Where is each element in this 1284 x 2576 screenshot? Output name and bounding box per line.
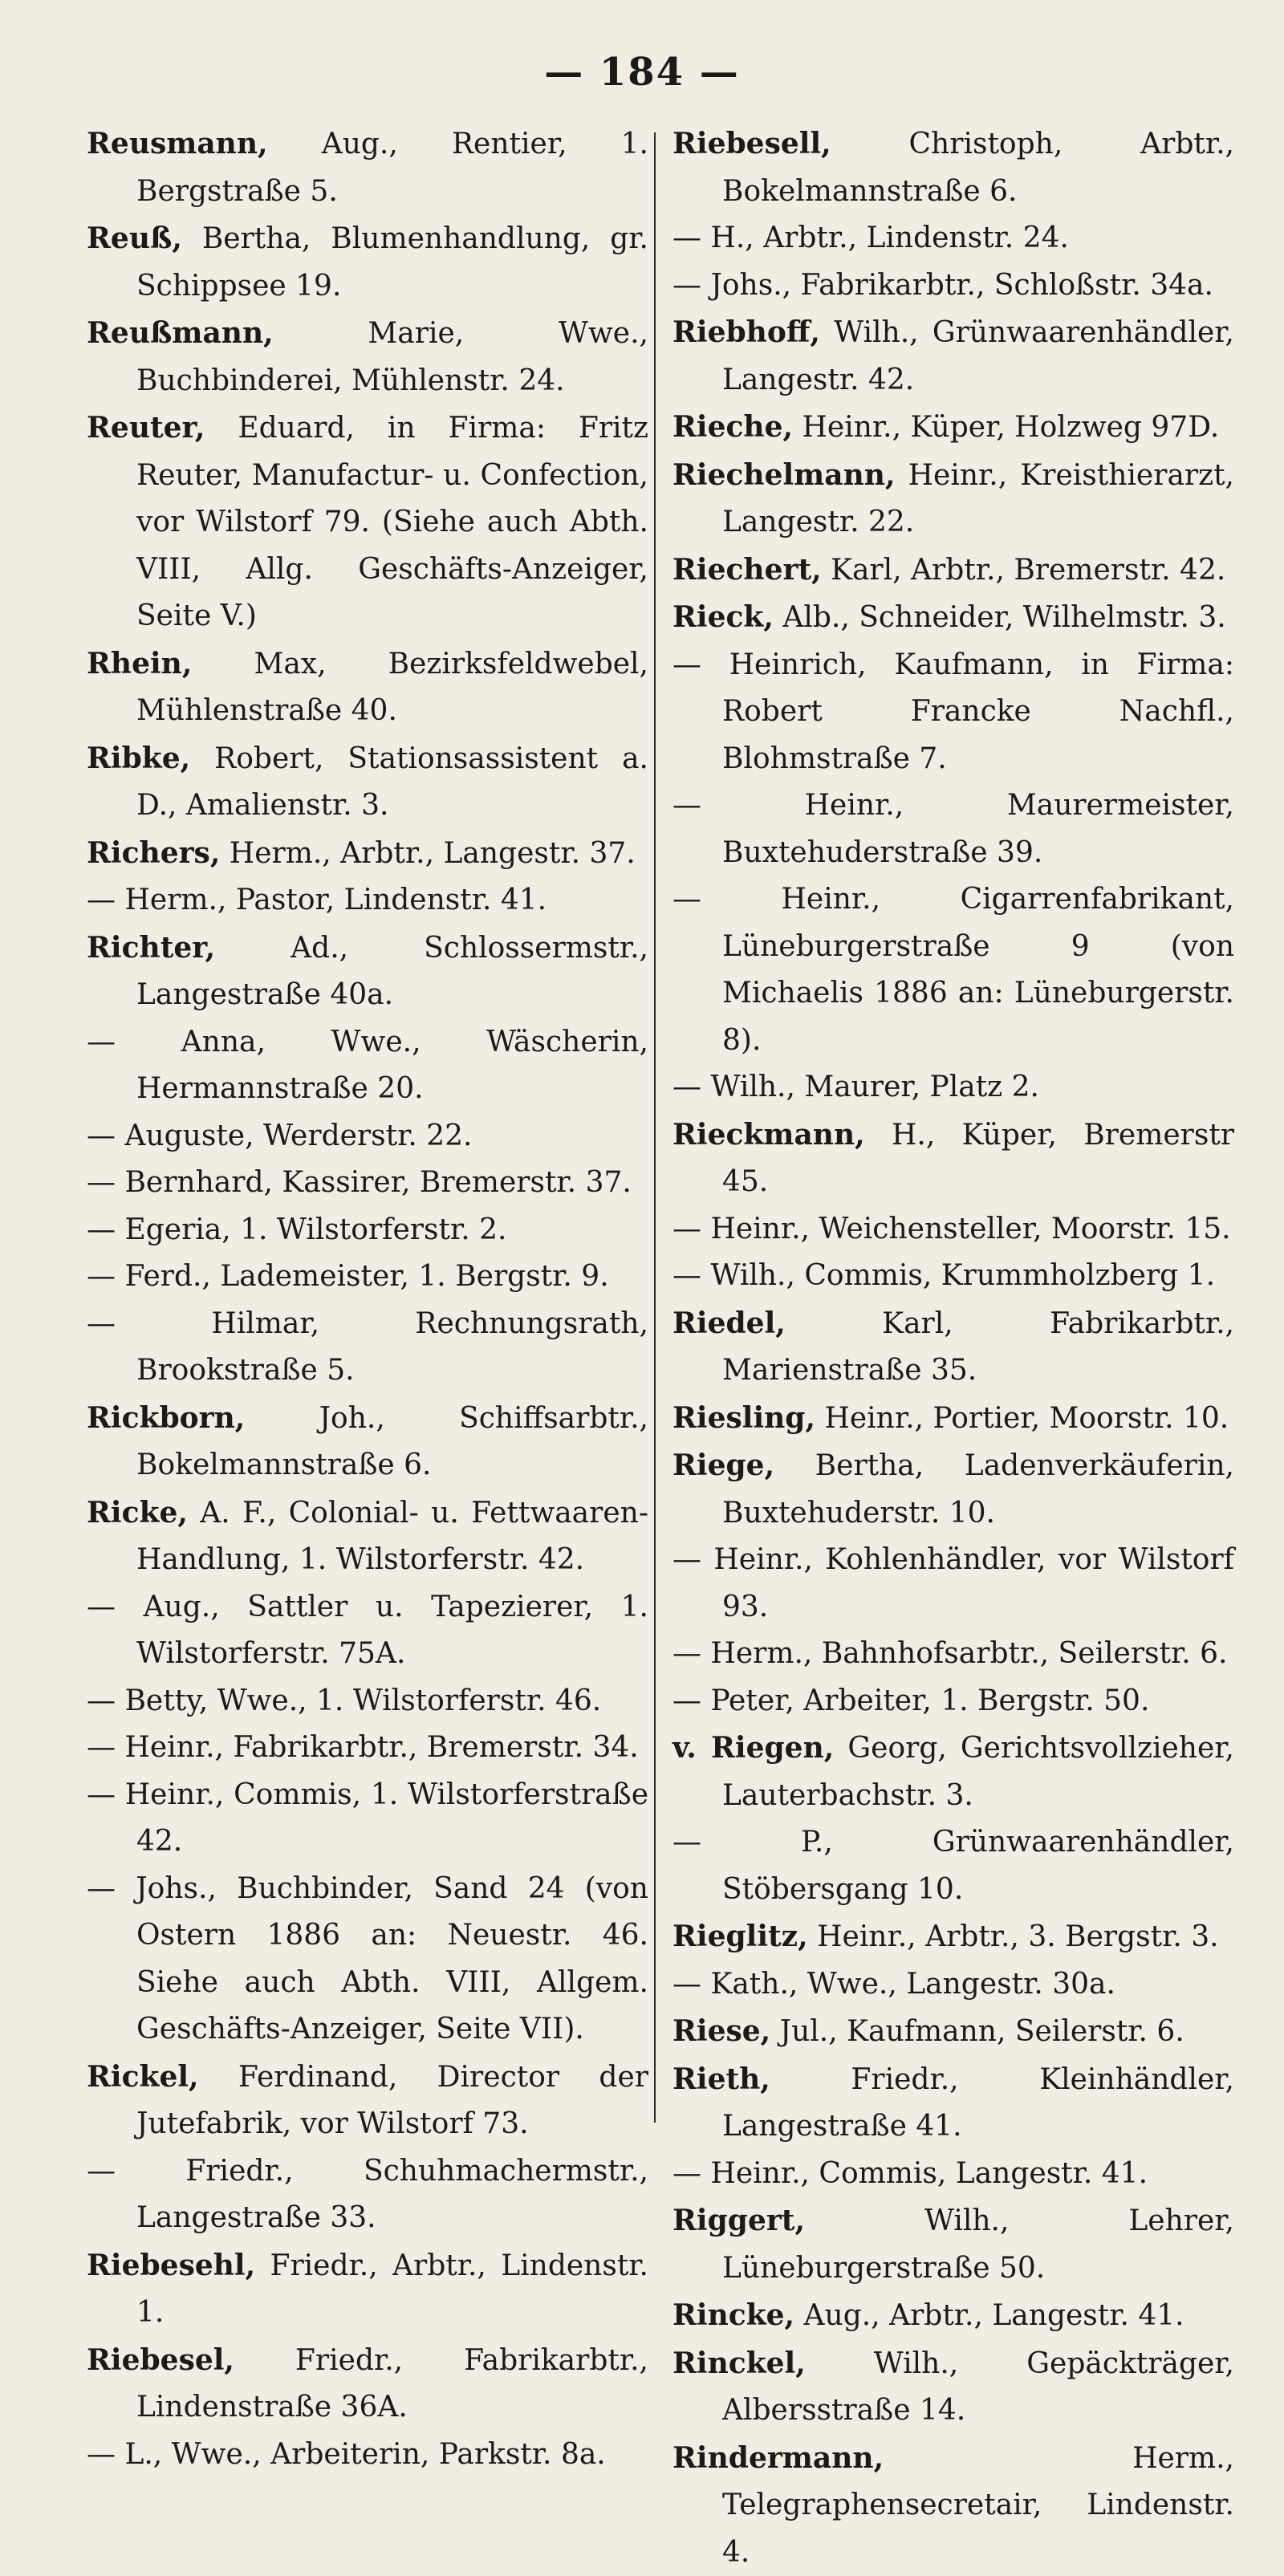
directory-entry — [87, 830, 648, 878]
entry-details: Joh., Schiffsarbtr., Bokelmannstraße 6. — [136, 1402, 648, 1482]
entry-details: — Wilh., Commis, Krummholzberg 1. — [672, 1259, 1215, 1292]
column-divider — [654, 132, 656, 2123]
directory-entry — [672, 546, 1234, 595]
directory-entry — [672, 2292, 1234, 2340]
entry-details: Heinr., Arbtr., 3. Bergstr. 3. — [808, 1920, 1219, 1953]
entry-surname: Riechelmann, — [672, 458, 895, 492]
entry-surname: Rickborn, — [87, 1401, 245, 1435]
directory-entry — [87, 877, 648, 924]
directory-entry — [672, 782, 1234, 876]
entry-surname: Rickel, — [87, 2060, 199, 2094]
left-column — [87, 120, 648, 2478]
entry-details: Georg, Gerichtsvollzieher, Lauterbachstr. 3. — [722, 1732, 1234, 1812]
directory-entry — [87, 1489, 648, 1584]
entry-surname: Rieck, — [672, 600, 774, 634]
entry-details: — Auguste, Werderstr. 22. — [87, 1119, 472, 1152]
entry-details: — Heinrich, Kaufmann, in Firma: Robert Francke Nachfl., Blohmstraße 7. — [672, 648, 1234, 775]
entry-details: — Bernhard, Kassirer, Bremerstr. 37. — [87, 1166, 632, 1199]
entry-surname: Reuter, — [87, 411, 205, 445]
entry-details: — L., Wwe., Arbeiterin, Parkstr. 8a. — [87, 2438, 606, 2471]
entry-surname: Ricke, — [87, 1496, 188, 1530]
directory-entry — [672, 1961, 1234, 2009]
entry-details: Christoph, Arbtr., Bokelmannstraße 6. — [722, 128, 1234, 208]
entry-surname: Riese, — [672, 2014, 770, 2048]
directory-entry — [672, 1300, 1234, 1395]
entry-surname: Rhein, — [87, 647, 192, 681]
directory-entry — [672, 2151, 1234, 2198]
directory-entry — [87, 2054, 648, 2148]
entry-details: — Heinr., Kohlenhändler, vor Wilstorf 93. — [672, 1543, 1234, 1623]
directory-entry — [672, 1631, 1234, 1678]
entry-surname: Riebesel, — [87, 2343, 234, 2377]
directory-entry — [672, 1111, 1234, 1206]
directory-entry — [87, 2337, 648, 2432]
directory-entry — [87, 215, 648, 310]
entry-details: Heinr., Küper, Holzweg 97D. — [793, 411, 1219, 444]
entry-details: H., Küper, Bremerstr 45. — [722, 1119, 1234, 1199]
entry-surname: Riebhoff, — [672, 315, 820, 349]
entry-surname: Rieglitz, — [672, 1920, 808, 1953]
entry-details: Bertha, Blumenhandlung, gr. Schippsee 19. — [136, 222, 648, 303]
directory-entry — [672, 1537, 1234, 1631]
entry-details: — Heinr., Fabrikarbtr., Bremerstr. 34. — [87, 1731, 639, 1764]
entry-details: — Aug., Sattler u. Tapezierer, 1. Wilstorferstr. 75A. — [87, 1591, 648, 1671]
directory-entry — [672, 2340, 1234, 2435]
page-number: — 184 — — [0, 50, 1284, 95]
entry-details: — Johs., Fabrikarbtr., Schloßstr. 34a. — [672, 269, 1213, 302]
entry-details: — Peter, Arbeiter, 1. Bergstr. 50. — [672, 1684, 1149, 1717]
entry-details: Alb., Schneider, Wilhelmstr. 3. — [774, 601, 1226, 634]
entry-details: Heinr., Portier, Moorstr. 10. — [815, 1402, 1229, 1435]
directory-entry — [87, 1019, 648, 1113]
entry-details: Eduard, in Firma: Fritz Reuter, Manufactur- u. Confection, vor Wilstorf 79. (Siehe auch Abth. VIII, Allg. Geschäfts-Anzeiger, Seite V.) — [136, 412, 648, 632]
entry-details: Aug., Arbtr., Langestr. 41. — [794, 2299, 1184, 2332]
entry-surname: Riechert, — [672, 553, 822, 587]
directory-entry — [87, 735, 648, 830]
directory-entry — [87, 1301, 648, 1395]
entry-details: Jul., Kaufmann, Seilerstr. 6. — [770, 2015, 1184, 2048]
directory-entry — [672, 215, 1234, 262]
directory-entry — [87, 1160, 648, 1207]
entry-details: Wilh., Gepäckträger, Albersstraße 14. — [722, 2347, 1234, 2428]
entry-details: Wilh., Lehrer, Lüneburgerstraße 50. — [722, 2204, 1234, 2285]
entry-surname: Ribke, — [87, 742, 190, 775]
right-column — [672, 120, 1234, 2576]
directory-entry — [672, 262, 1234, 310]
directory-entry — [87, 2148, 648, 2242]
entry-details: — Herm., Bahnhofsarbtr., Seilerstr. 6. — [672, 1637, 1227, 1670]
entry-details: A. F., Colonial- u. Fettwaaren-Handlung, 1. Wilstorferstr. 42. — [136, 1497, 648, 1577]
entry-details: — Hilmar, Rechnungsrath, Brookstraße 5. — [87, 1307, 648, 1388]
entry-details: Karl, Arbtr., Bremerstr. 42. — [822, 554, 1226, 587]
entry-details: Aug., Rentier, 1. Bergstraße 5. — [136, 128, 648, 208]
directory-entry — [672, 1819, 1234, 1913]
directory-entry — [672, 120, 1234, 215]
entry-details: Max, Bezirksfeldwebel, Mühlenstraße 40. — [136, 648, 648, 728]
entry-surname: Rieth, — [672, 2062, 770, 2096]
directory-entry — [87, 1866, 648, 2054]
entry-details: — Herm., Pastor, Lindenstr. 41. — [87, 884, 547, 916]
directory-entry — [672, 2056, 1234, 2151]
directory-entry — [672, 2435, 1234, 2576]
entry-surname: Riege, — [672, 1448, 774, 1482]
entry-surname: Riebesell, — [672, 127, 831, 160]
directory-entry — [87, 1584, 648, 1678]
entry-details: — Heinr., Commis, Langestr. 41. — [672, 2157, 1148, 2190]
entry-details: Herm., Telegraphensecretair, Lindenstr. 4. — [722, 2442, 1234, 2569]
entry-details: — Friedr., Schuhmachermstr., Langestraße 33. — [87, 2155, 648, 2235]
entry-surname: Rieckmann, — [672, 1118, 865, 1152]
directory-entry — [672, 1206, 1234, 1253]
directory-entry — [87, 1113, 648, 1160]
entry-details: — H., Arbtr., Lindenstr. 24. — [672, 221, 1069, 254]
directory-entry — [87, 120, 648, 215]
entry-details: — Ferd., Lademeister, 1. Bergstr. 9. — [87, 1260, 609, 1293]
entry-details: Friedr., Fabrikarbtr., Lindenstraße 36A. — [136, 2344, 648, 2424]
directory-entry — [87, 1725, 648, 1772]
directory-entry — [87, 1207, 648, 1254]
entry-surname: Riesling, — [672, 1401, 815, 1435]
entry-details: — Johs., Buchbinder, Sand 24 (von Ostern 1886 an: Neuestr. 46. Siehe auch Abth. VIII, Allgem. Geschäfts-Anzeiger, Seite VII). — [87, 1872, 648, 2046]
directory-entry — [672, 594, 1234, 642]
directory-entry — [87, 1678, 648, 1725]
entry-details: — Betty, Wwe., 1. Wilstorferstr. 46. — [87, 1684, 601, 1717]
directory-entry — [672, 1442, 1234, 1537]
entry-surname: v. Riegen, — [672, 1731, 834, 1765]
entry-details: — Heinr., Commis, 1. Wilstorferstraße 42. — [87, 1778, 648, 1859]
entry-details: Robert, Stationsassistent a. D., Amalienstr. 3. — [136, 742, 648, 823]
entry-surname: Rindermann, — [672, 2441, 884, 2475]
directory-entry — [672, 1725, 1234, 1819]
entry-details: Bertha, Ladenverkäuferin, Buxtehuderstr. 10. — [722, 1449, 1234, 1530]
entry-details: Karl, Fabrikarbtr., Marienstraße 35. — [722, 1307, 1234, 1388]
directory-entry — [87, 310, 648, 404]
entry-details: — P., Grünwaarenhändler, Stöbersgang 10. — [672, 1826, 1234, 1906]
directory-entry — [672, 1395, 1234, 1443]
directory-entry — [87, 1395, 648, 1489]
directory-entry — [87, 640, 648, 735]
entry-details: — Heinr., Weichensteller, Moorstr. 15. — [672, 1213, 1231, 1245]
entry-surname: Riggert, — [672, 2204, 805, 2237]
entry-surname: Reusmann, — [87, 127, 268, 160]
entry-details: — Wilh., Maurer, Platz 2. — [672, 1071, 1039, 1103]
entry-surname: Rincke, — [672, 2298, 794, 2332]
entry-details: Heinr., Kreisthierarzt, Langestr. 22. — [722, 459, 1234, 539]
entry-details: Herm., Arbtr., Langestr. 37. — [220, 837, 635, 870]
directory-entry — [672, 2008, 1234, 2056]
entry-details: — Egeria, 1. Wilstorferstr. 2. — [87, 1213, 506, 1246]
directory-entry — [672, 404, 1234, 452]
directory-entry — [87, 1253, 648, 1301]
entry-surname: Rieche, — [672, 410, 793, 444]
entry-surname: Reuß, — [87, 221, 182, 255]
entry-surname: Rinckel, — [672, 2346, 806, 2380]
directory-entry — [672, 876, 1234, 1064]
directory-entry — [672, 642, 1234, 783]
directory-entry — [672, 2197, 1234, 2292]
directory-entry — [87, 2432, 648, 2479]
entry-surname: Richers, — [87, 836, 220, 870]
directory-entry — [672, 1913, 1234, 1961]
directory-entry — [87, 1772, 648, 1866]
entry-details: — Heinr., Cigarrenfabrikant, Lüneburgerstraße 9 (von Michaelis 1886 an: Lüneburgerstr. 8). — [672, 883, 1234, 1057]
entry-details: Ferdinand, Director der Jutefabrik, vor Wilstorf 73. — [136, 2061, 648, 2141]
directory-entry — [672, 1678, 1234, 1725]
entry-details: Friedr., Arbtr., Lindenstr. 1. — [136, 2249, 648, 2330]
entry-surname: Richter, — [87, 931, 215, 965]
directory-entry — [87, 924, 648, 1019]
entry-surname: Reußmann, — [87, 316, 274, 350]
entry-details: — Anna, Wwe., Wäscherin, Hermannstraße 20. — [87, 1026, 648, 1106]
entry-details: Ad., Schlossermstr., Langestraße 40a. — [136, 932, 648, 1012]
entry-details: Friedr., Kleinhändler, Langestraße 41. — [722, 2063, 1234, 2143]
entry-details: — Kath., Wwe., Langestr. 30a. — [672, 1968, 1115, 2001]
entry-surname: Riedel, — [672, 1306, 786, 1340]
directory-entry — [672, 309, 1234, 404]
entry-details: Wilh., Grünwaarenhändler, Langestr. 42. — [722, 316, 1234, 396]
entry-surname: Riebesehl, — [87, 2249, 255, 2282]
entry-details: — Heinr., Maurermeister, Buxtehuderstraße 39. — [672, 789, 1234, 869]
directory-entry — [672, 1253, 1234, 1300]
directory-entry — [87, 2242, 648, 2337]
entry-details: Marie, Wwe., Buchbinderei, Mühlenstr. 24. — [136, 317, 648, 397]
directory-entry — [87, 404, 648, 640]
directory-entry — [672, 452, 1234, 546]
directory-entry — [672, 1064, 1234, 1111]
